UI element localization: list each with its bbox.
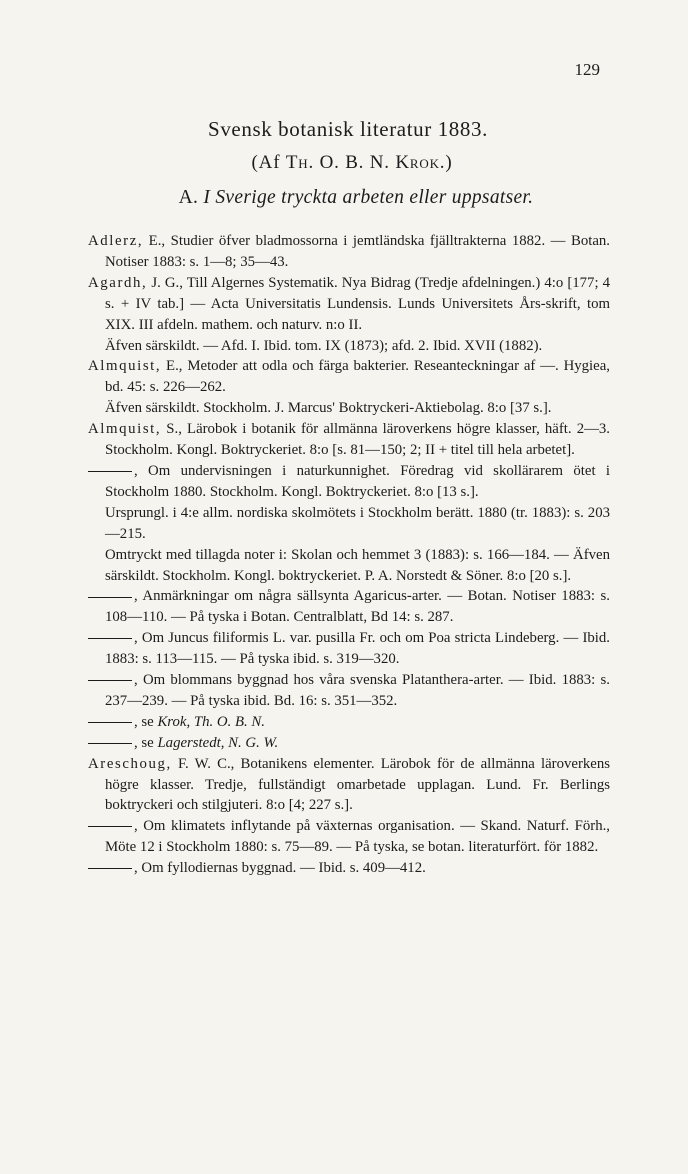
entry-author: Adlerz,	[88, 233, 144, 249]
page-title: Svensk botanisk literatur 1883.	[208, 117, 488, 141]
entry-note: Ursprungl. i 4:e allm. nordiska skolmötets i Stockholm berätt. 1880 (tr. 1883): s. 203—215.	[105, 504, 610, 542]
bibliography-entry-adlerz	[88, 231, 610, 273]
cross-reference-target: Lagerstedt, N. G. W.	[157, 734, 279, 751]
subtitle-close: .)	[439, 152, 453, 173]
page-number: 129	[574, 60, 600, 79]
entry-text: , Om Juncus filiformis L. var. pusilla Fr. och om Poa stricta Lindeberg. — Ibid. 1883: s. 113—115. — På tyska ibid. s. 319—320.	[105, 630, 610, 668]
entry-text: , Om undervisningen i naturkunnighet. Föredrag vid skollärarem ötet i Stockholm 1880. Stockholm. Kongl. Boktryckeriet. 8:o [13 s.].	[105, 462, 610, 500]
bibliography-entry-almquist-e	[88, 356, 610, 398]
entry-author: Almquist,	[88, 421, 162, 438]
bibliography-entry-almquist-s	[88, 419, 610, 461]
cross-reference-target: Krok, Th. O. B. N.	[157, 713, 265, 730]
section-title: I Sverige tryckta arbeten eller uppsatser.	[203, 187, 534, 208]
bibliography-list	[88, 231, 610, 879]
entry-text: , se	[134, 713, 158, 730]
entry-text: E., Metoder att odla och färga bakterier. Reseanteckningar af —. Hygiea, bd. 45: s. 226—262.	[105, 358, 610, 396]
section-letter: A.	[178, 187, 199, 208]
bibliography-cross-reference	[88, 712, 610, 733]
entry-text: , Om klimatets inflytande på växternas organisation. — Skand. Naturf. Förh., Möte 12 i Stockholm 1880: s. 75—89. — På tyska, se botan. literaturfört. för 1882.	[105, 818, 610, 856]
entry-text: S., Lärobok i botanik för allmänna läroverkens högre klasser, häft. 2—3. Stockholm. Kongl. Boktryckeriet. 8:o [s. 81—150; 2; II + titel till hela arbetet].	[105, 421, 610, 459]
entry-author: Areschoug,	[88, 755, 172, 772]
bibliography-cross-reference	[88, 733, 610, 754]
bibliography-entry-ditto	[88, 628, 610, 670]
entry-text: , se	[134, 734, 158, 751]
bibliography-entry-areschoug	[88, 754, 610, 817]
entry-text: , Anmärkningar om några sällsynta Agaricus-arter. — Botan. Notiser 1883: s. 108—110. — På tyska i Botan. Centralblatt, Bd 14: s. 287.	[105, 588, 610, 626]
bibliography-entry-ditto	[88, 586, 610, 628]
entry-text: E., Studier öfver bladmossorna i jemtländska fjälltrakterna 1882. — Botan. Notiser 1883: s. 1—8; 35—43.	[105, 233, 610, 270]
bibliography-entry-ditto	[88, 816, 610, 858]
subtitle-author: Th. O. B. N. Krok	[285, 152, 440, 173]
entry-text: , Om fyllodiernas byggnad. — Ibid. s. 409—412.	[134, 860, 426, 877]
bibliography-entry-ditto	[88, 670, 610, 712]
compiler-credit	[0, 152, 688, 174]
bibliography-entry-agardh	[88, 273, 610, 336]
bibliography-entry-ditto	[88, 858, 610, 879]
entry-note: Äfven särskildt. Stockholm. J. Marcus' Boktryckeri-Aktiebolag. 8:o [37 s.].	[105, 400, 552, 417]
entry-author: Almquist,	[88, 358, 162, 375]
entry-note: Äfven särskildt. — Afd. I. Ibid. tom. IX (1873); afd. 2. Ibid. XVII (1882).	[105, 337, 543, 354]
entry-author: Agardh,	[88, 274, 148, 291]
entry-text: J. G., Till Algernes Systematik. Nya Bidrag (Tredje afdelningen.) 4:o [177; 4 s. + IV tab.] — Acta Universitatis Lundensis. Lunds Universitets Års-skrift, tom XIX. III afdeln. mathem. och naturv. n:o II.	[105, 274, 610, 333]
entry-text: , Om blommans byggnad hos våra svenska Platanthera-arter. — Ibid. 1883: s. 237—239. — På tyska ibid. Bd. 16: s. 351—352.	[105, 672, 610, 709]
entry-text: F. W. C., Botanikens elementer. Lärobok för de allmänna läroverkens högre klasser. Tredje, fullständigt omarbetade upplagan. Lund. Fr. Berlings boktryckeri och stilgjuteri. 8:o [4; 227 s.].	[105, 755, 610, 814]
subtitle-open: (Af	[251, 152, 286, 173]
section-heading	[0, 187, 688, 209]
bibliography-entry-ditto	[88, 461, 610, 503]
entry-note: Omtryckt med tillagda noter i: Skolan och hemmet 3 (1883): s. 166—184. — Äfven särskildt. Stockholm. Kongl. boktryckeriet. P. A. Norstedt & Söner. 8:o [20 s.].	[105, 546, 610, 584]
